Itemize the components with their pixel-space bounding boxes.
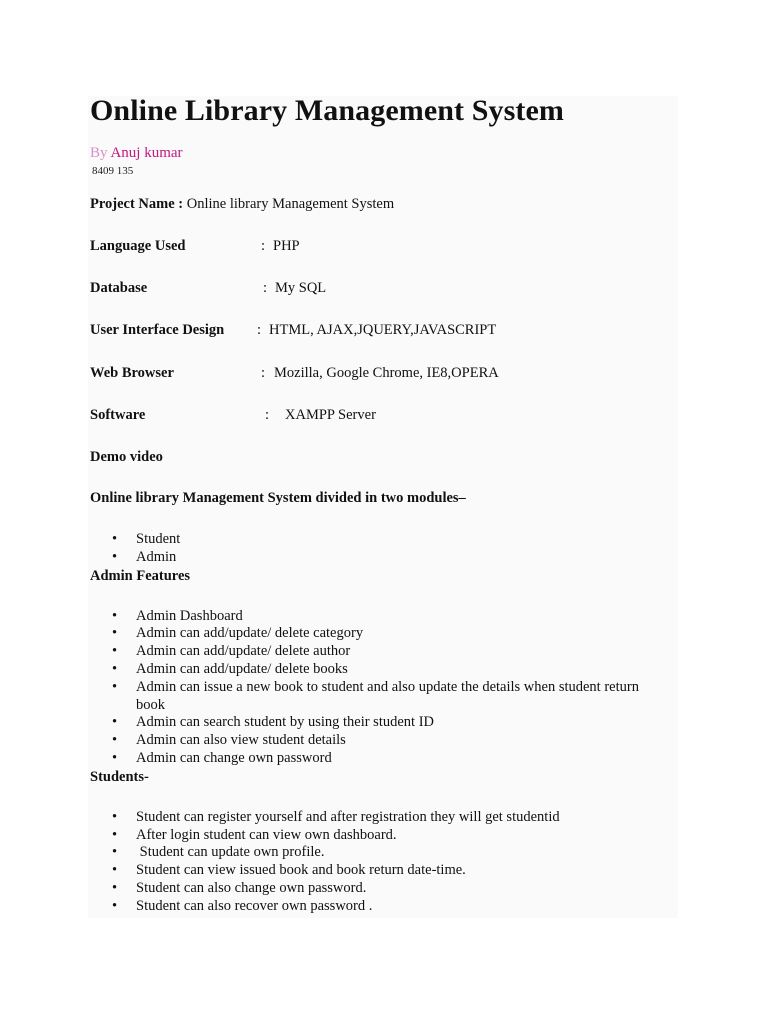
list-item-text: Student can update own profile. [136,844,325,861]
bullet: • [112,808,118,825]
byline [90,144,690,162]
list-item [90,531,690,549]
bullet: • [112,714,118,731]
bullet: • [112,862,118,879]
demo-video-heading: Demo video [90,449,163,465]
spec-row-database [90,279,690,297]
spec-label: Database [90,280,148,296]
list-item [90,643,690,661]
list-item-text: Admin can add/update/ delete category [136,625,364,642]
admin-features-heading: Admin Features [90,567,191,584]
list-item-text: Student can also recover own password . [136,897,373,914]
bullet: • [112,879,118,896]
student-features-list [90,809,690,916]
spec-label: Software [90,407,146,423]
author-name: Anuj kumar [110,145,183,161]
spec-label: Language Used [90,238,186,254]
list-item [90,679,666,715]
list-item [90,809,690,827]
list-item-text: Admin Dashboard [136,607,243,624]
list-item-text: Admin can also view student details [136,732,346,749]
bullet: • [112,678,118,695]
bullet: • [112,531,118,547]
spec-colon: : [261,238,266,254]
spec-row-language [90,237,690,255]
spec-colon: : [265,407,270,423]
list-item [90,732,690,750]
spec-colon: : [261,365,266,381]
spec-label: User Interface Design [90,322,225,338]
list-item-text: Admin can change own password [136,749,332,766]
list-item [90,898,690,916]
spec-row-web-browser [90,364,690,382]
list-item [90,880,690,898]
list-item [90,714,690,732]
modules-heading: Online library Management System divided in two modules– [90,490,466,506]
list-item-text: Student can view issued book and book return date-time. [136,862,466,879]
spec-value: HTML, AJAX,JQUERY,JAVASCRIPT [269,322,497,338]
spec-colon: : [257,322,262,338]
list-item [90,862,690,880]
bullet: • [112,660,118,677]
spec-row-ui-design [90,321,690,339]
list-item-text: Admin can issue a new book to student and also update the details when student return book [136,678,639,713]
bullet: • [112,897,118,914]
list-item [90,844,690,862]
document-title: Online Library Management System [90,94,565,127]
admin-features-list [90,608,690,768]
spec-label: Web Browser [90,365,174,381]
list-item [90,549,690,567]
list-item [90,608,690,626]
bullet: • [112,732,118,749]
bullet: • [112,625,118,642]
spec-colon: : [263,280,268,296]
bullet: • [112,844,118,861]
list-item [90,827,690,845]
list-item-text: Admin can add/update/ delete books [136,660,348,677]
list-item [90,661,690,679]
list-item-text: Student [136,531,181,547]
bullet: • [112,548,118,565]
spec-value: My SQL [275,280,327,296]
modules-list [90,531,690,567]
list-item-text: After login student can view own dashboard. [136,826,397,843]
bullet: • [112,826,118,843]
list-item [90,625,690,643]
students-heading: Students- [90,768,149,785]
list-item-text: Student can register yourself and after registration they will get studentid [136,808,560,825]
document-content [90,92,690,916]
list-item-text: Admin [136,548,177,565]
list-item [90,750,690,768]
bullet: • [112,607,118,624]
spec-value: Mozilla, Google Chrome, IE8,OPERA [274,365,499,381]
author-phone: 8409 135 [92,165,134,177]
list-item-text: Admin can add/update/ delete author [136,643,351,660]
project-name-label: Project Name : [90,196,184,212]
list-item-text: Admin can search student by using their student ID [136,714,434,731]
spec-row-software [90,406,690,424]
bullet: • [112,749,118,766]
list-item-text: Student can also change own password. [136,879,367,896]
project-name-line [90,195,690,213]
bullet: • [112,643,118,660]
spec-value: PHP [273,238,300,254]
byline-prefix: By [90,145,108,161]
project-name-value: Online library Management System [186,196,395,212]
spec-value: XAMPP Server [285,407,376,423]
